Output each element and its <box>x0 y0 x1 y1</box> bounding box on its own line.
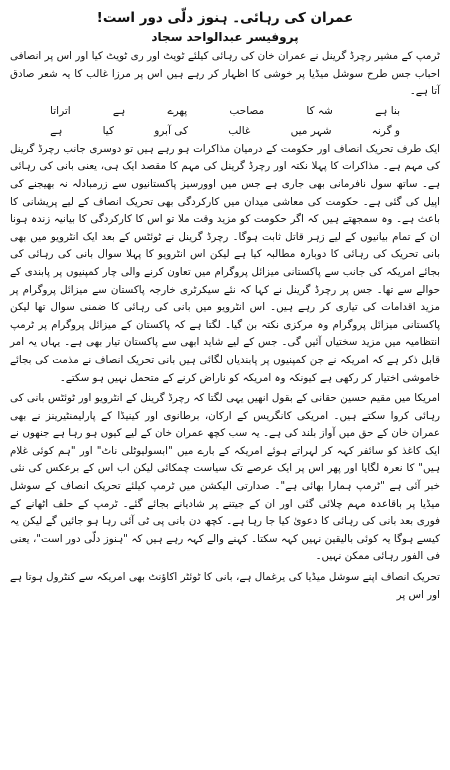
intro-paragraph: ٹرمپ کے مشیر رچرڈ گرینل نے عمران خان کی رہائی کیلئے ٹویٹ اور ری ٹویٹ کیا اور اس پر انصافی احباب جس طرح سوشل میڈیا پر خوشی کا اظہار کر رہے ہیں اس پر مرزا غالب کا یہ شعر صادق آتا ہے۔ <box>10 50 440 98</box>
verse-word: کی آبرو <box>154 124 188 137</box>
verse-line-2 <box>10 121 440 141</box>
verse-word: بنا ہے <box>375 104 400 117</box>
verse-word: کیا <box>102 124 114 137</box>
article-title: عمران کی رہائی۔ ہنوز دلّی دور است! <box>96 10 354 26</box>
verse-word: و گرنہ <box>371 124 400 137</box>
verse-word: ہے <box>50 124 63 137</box>
body-paragraph: امریکا میں مقیم حسین حقانی کے بقول انھیں یہی لگتا کہ رچرڈ گرینل کے انٹرویو اور ٹوئٹس بانی کی رہائی کروا سکتے ہیں۔ امریکی کانگریس کے ارکان، برطانوی اور کینیڈا کے پارلیمنٹیرینز نے بھی عمران خان کے حق میں آواز بلند کی ہے۔ یہ سب کچھ عمران خان کے لیے کیوں ہو رہا ہے جنھوں نے ایک کاغذ کو سائفر کہہ کر لہراتے ہوئے امریکہ کے بارے میں "ابسولیوٹلی ناٹ" اور "ہم کوئی غلام ہیں" کا نعرہ لگایا اور پھر اس پر ایک عرصے تک سیاست چمکائی لیکن اب اس کے برعکس کی نئی خبر آئی ہے "ٹرمپ ہمارا بھائی ہے"۔ صدارتی الیکشن میں ٹرمپ کیلئے تحریک انصاف کے سوشل میڈیا پر باقاعدہ مہم چلائی گئی اور ان کے جیتنے پر شادیانے بجائے گئے۔ ٹرمپ کے حلف اٹھانے کے فوری بعد بانی کی رہائی کا دعویٰ کیا جا رہا ہے۔ کچھ دن بانی پی ٹی آئی رہا ہو جائیں گے لیکن یہ کیسے ہوگا یہ کوئی بالیقین نہیں کہہ سکتا۔ کہنے والے کہہ رہے ہیں کہ "ہنوز دلّی دور است"، یعنی فی الفور رہائی ممکن نہیں۔ <box>10 392 440 563</box>
verse-word: غالب <box>228 124 251 137</box>
verse-word: شہ کا <box>306 104 333 117</box>
poetry-couplet <box>10 101 440 141</box>
body-paragraph: تحریک انصاف اپنے سوشل میڈیا کی یرغمال ہے، بانی کا ٹوئٹر اکاؤنٹ بھی امریکہ سے کنٹرول ہوتا ہے اور اس پر <box>10 571 440 601</box>
verse-word: مصاحب <box>229 104 265 117</box>
body-paragraph: ایک طرف تحریک انصاف اور حکومت کے درمیان مذاکرات ہو رہے ہیں تو دوسری جانب رچرڈ گرینل کی مہم ہے۔ مذاکرات کا پہلا نکتہ اور رچرڈ گرینل کی مہم کا مقصد ایک ہی، یعنی بانی کی رہائی ہے۔ ساتھ سول نافرمانی بھی جاری ہے جس میں اوورسیز پاکستانیوں سے زرمبادلہ نہ بھیجنے کی اپیل کی گئی ہے۔ حکومت کی معاشی میدان میں کارکردگی بھی تحریک انصاف کے لیے پریشانی کا باعث ہے۔ وہ سمجھتے ہیں کہ اگر حکومت کو مزید وقت ملا تو اس کا کارکردگی کا بیانیہ زندہ ہونا ان کے تمام بیانیوں کے لیے زہر قاتل ثابت ہوگا۔ رچرڈ گرینل نے ٹوئٹس کے بعد ایک انٹرویو میں بھی بانی تحریک کی رہائی کا دوبارہ مطالبہ کیا ہے لیکن اس انٹرویو کا پہلا سوال بانی کی رہائی کی بجائے امریکہ کی جانب سے پاکستانی میزائل پروگرام میں تعاون کرنے والی چار کمپنیوں پر پابندی کے حوالے سے تھا۔ جس پر رچرڈ گرینل نے کہا کہ نئے سیکرٹری خارجہ پاکستان سے میزائل پروگرام پر مزید اقدامات کی تیاری کر رہے ہیں۔ اس انٹرویو میں بانی کی رہائی کا ضمنی سوال تھا لیکن پاکستانی میزائل پروگرام وہ مرکزی نکتہ بن گیا۔ لگتا ہے کہ پاکستان کے میزائل پروگرام پر ٹرمپ انتظامیہ میں مزید سختیاں آئیں گی۔ جس کے لیے شاید ابھی سے پاکستان تیار بھی ہے۔ یہاں یہ امر قابل ذکر ہے کہ امریکہ نے جن کمپنیوں پر پابندیاں لگائی ہیں بانی تحریک انصاف نے مذمت کی بجائے خاموشی اختیار کر رکھی ہے کیونکہ وہ امریکہ کو ناراض کرنے کے متحمل نہیں ہو سکتے۔ <box>10 142 440 384</box>
verse-word: شہر میں <box>290 124 332 137</box>
verse-word: پھرے <box>167 104 188 117</box>
verse-word: اتراتا <box>50 104 71 117</box>
author-byline: پروفیسر عبدالواحد سجاد <box>151 30 299 44</box>
verse-word: ہے <box>112 104 126 117</box>
verse-line-1 <box>10 101 440 121</box>
